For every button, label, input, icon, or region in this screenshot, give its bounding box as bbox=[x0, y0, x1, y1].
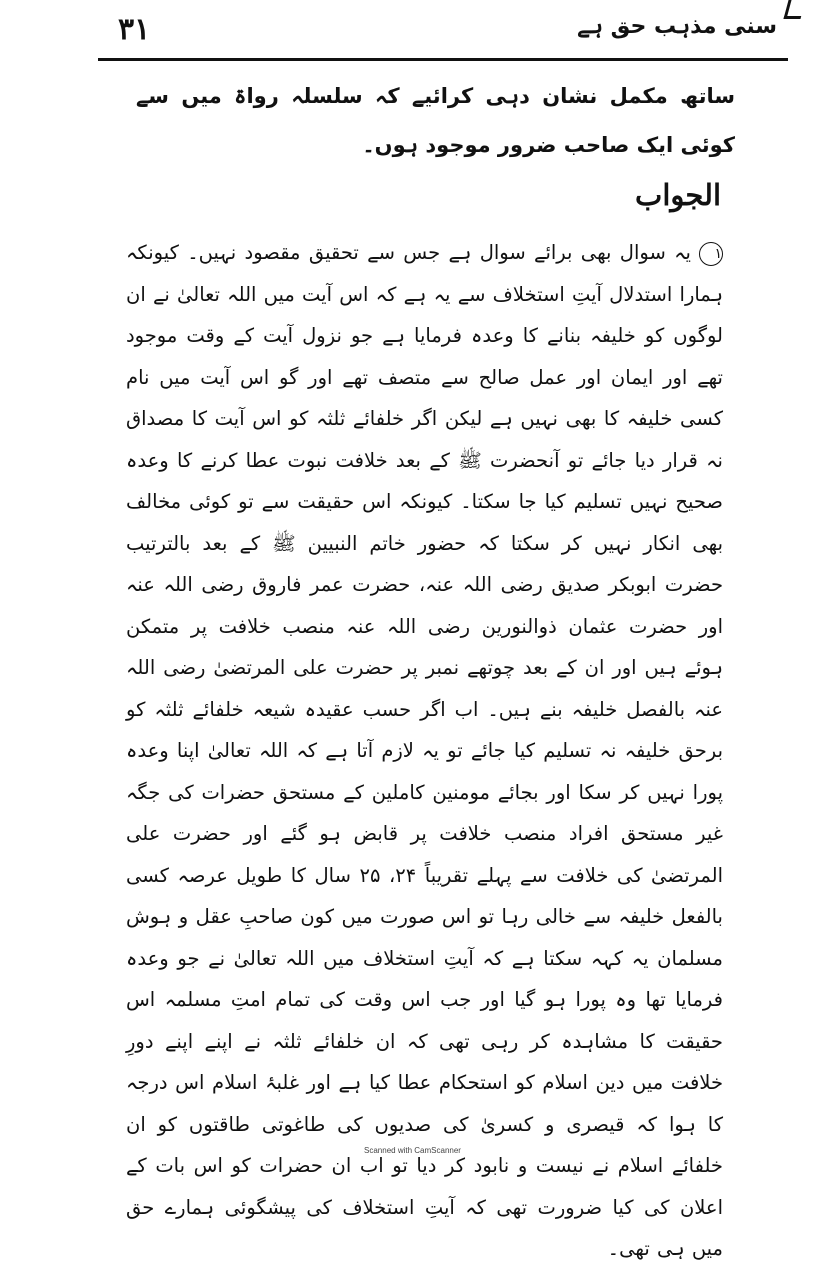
page-corner-mark bbox=[783, 0, 805, 19]
header-rule bbox=[98, 58, 788, 61]
answer-body bbox=[126, 232, 723, 1270]
answer-heading: الجواب bbox=[635, 178, 721, 212]
intro-paragraph: ساتھ مکمل نشان دہی کرائیے کہ سلسلہ رواۃ میں سے کوئی ایک صاحب ضرور موجود ہوں۔ bbox=[136, 84, 735, 157]
page-number: ۳۱ bbox=[118, 12, 151, 47]
scanner-footer: Scanned with CamScanner bbox=[364, 1146, 461, 1155]
running-title: سنی مذہب حق ہے bbox=[577, 14, 777, 39]
item-number-badge: ۱ bbox=[699, 242, 723, 266]
answer-body-text: یہ سوال بھی برائے سوال ہے جس سے تحقیق مقصود نہیں۔ کیونکہ ہمارا استدلال آیتِ استخلاف سے یہ ہے کہ اس آیت میں اللہ تعالیٰ نے ان لوگوں کو خلیفہ بنانے کا وعدہ فرمایا ہے جو نزول آیت کے وقت موجود تھے اور ایمان اور عمل صالح سے متصف تھے اور گو اس آیت میں نام کسی خلیفہ کا بھی نہیں ہے لیکن اگر خلفائے ثلثہ کو اس آیت کا مصداق نہ قرار دیا جائے تو آنحضرت ﷺ کے بعد خلافت نبوت عطا کرنے کا وعدہ صحیح نہیں تسلیم کیا جا سکتا۔ کیونکہ اس حقیقت سے تو کوئی مخالف بھی انکار نہیں کر سکتا کہ حضور خاتم النبیین ﷺ کے بعد بالترتیب حضرت ابوبکر صدیق رضی اللہ عنہ، حضرت عمر فاروق رضی اللہ عنہ اور حضرت عثمان ذوالنورین رضی اللہ عنہ منصب خلافت پر متمکن ہوئے ہیں اور ان کے بعد چوتھے نمبر پر حضرت علی المرتضیٰ رضی اللہ عنہ بالفصل خلیفہ بنے ہیں۔ اب اگر حسب عقیدہ شیعہ خلفائے ثلثہ کو برحق خلیفہ نہ تسلیم کیا جائے تو یہ لازم آتا ہے کہ اللہ تعالیٰ اپنا وعدہ پورا نہیں کر سکا اور بجائے مومنین کاملین کے مستحق حضرات کی جگہ غیر مستحق افراد منصب خلافت پر قابض ہو گئے اور حضرت علی المرتضیٰ کی خلافت سے پہلے تقریباً ۲۴، ۲۵ سال کا طویل عرصہ کسی بالفعل خلیفہ سے خالی رہا تو اس صورت میں کون صاحبِ عقل و ہوش مسلمان یہ کہہ سکتا ہے کہ آیتِ استخلاف میں اللہ تعالیٰ نے جو وعدہ فرمایا تھا وہ پورا ہو گیا اور جب اس وقت کی تمام امتِ مسلمہ اس حقیقت کا مشاہدہ کر رہی تھی کہ ان خلفائے ثلثہ نے اپنے اپنے دورِ خلافت میں دین اسلام کو استحکام عطا کیا ہے اور غلبۂ اسلام اس درجہ کا ہوا کہ قیصری و کسریٰ کی صدیوں کی طاغوتی طاقتوں کو ان خلفائے اسلام نے نیست و نابود کر دیا تو اب ان حضرات کو اس بات کے اعلان کی کیا ضرورت تھی کہ آیتِ استخلاف کی پیشگوئی ہمارے حق میں ہی تھی۔ bbox=[126, 241, 723, 1260]
